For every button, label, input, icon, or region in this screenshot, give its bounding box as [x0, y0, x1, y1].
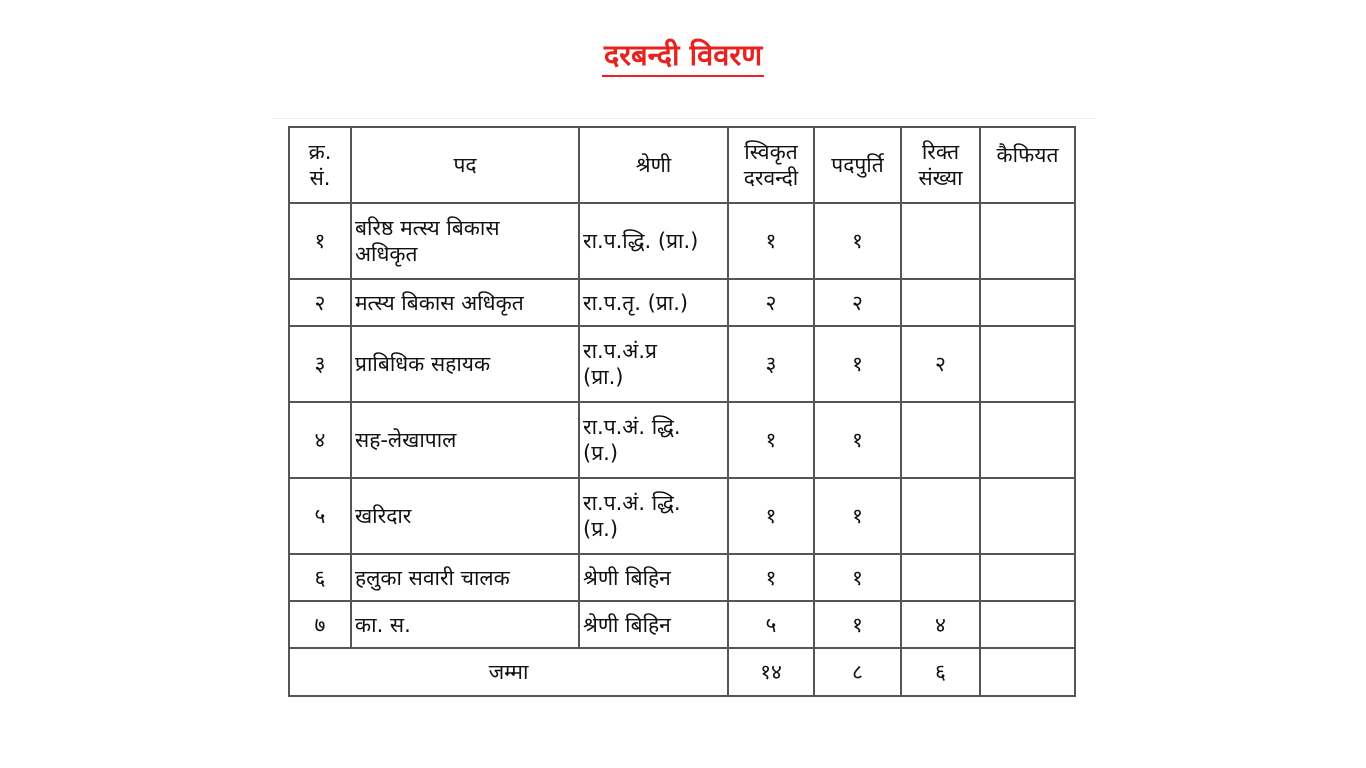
cell-class-line: रा.प.अं. द्धि. — [583, 415, 681, 439]
cell-approved: ३ — [728, 326, 814, 402]
table-row — [289, 402, 1075, 478]
table-row — [289, 279, 1075, 326]
cell-remarks — [980, 326, 1075, 402]
header-remarks: कैफियत — [980, 127, 1075, 203]
total-approved: १४ — [728, 648, 814, 696]
cell-sn: ७ — [289, 601, 351, 648]
cell-post-line: का. स. — [355, 612, 411, 637]
cell-class-line: (प्रा.) — [583, 365, 624, 389]
cell-post — [351, 203, 579, 279]
cell-filled: १ — [814, 554, 901, 601]
cell-post — [351, 478, 579, 554]
cell-class-line: (प्र.) — [583, 441, 619, 465]
cell-vacant — [901, 554, 980, 601]
cell-approved: १ — [728, 402, 814, 478]
total-vacant: ६ — [901, 648, 980, 696]
cell-vacant — [901, 402, 980, 478]
cell-class — [579, 478, 728, 554]
cell-sn: ३ — [289, 326, 351, 402]
cell-post-line: अधिकृत — [355, 242, 418, 266]
cell-class-line: रा.प.अं.प्र — [583, 339, 657, 363]
cell-remarks — [980, 279, 1075, 326]
header-vacant-line: संख्या — [918, 166, 963, 190]
cell-filled: १ — [814, 402, 901, 478]
table-row — [289, 554, 1075, 601]
cell-approved: २ — [728, 279, 814, 326]
cell-remarks — [980, 203, 1075, 279]
table-row — [289, 478, 1075, 554]
cell-class-line: श्रेणी बिहिन — [583, 565, 671, 590]
total-label: जम्मा — [289, 648, 728, 696]
page-title: दरबन्दी विवरण — [602, 36, 764, 77]
cell-sn: १ — [289, 203, 351, 279]
cell-filled: १ — [814, 203, 901, 279]
cell-post — [351, 402, 579, 478]
cell-remarks — [980, 554, 1075, 601]
header-sn-line: सं. — [309, 166, 331, 190]
cell-vacant — [901, 279, 980, 326]
table-row — [289, 203, 1075, 279]
cell-sn: ४ — [289, 402, 351, 478]
cell-sn: २ — [289, 279, 351, 326]
cell-filled: १ — [814, 478, 901, 554]
header-approved — [728, 127, 814, 203]
cell-post-line: प्राबिधिक सहायक — [355, 352, 491, 376]
cell-class-line: श्रेणी बिहिन — [583, 612, 671, 637]
header-sn — [289, 127, 351, 203]
cell-class-line: रा.प.तृ. (प्रा.) — [583, 290, 689, 315]
cell-filled: १ — [814, 601, 901, 648]
header-approved-line: स्विकृत — [744, 140, 798, 164]
cell-remarks — [980, 601, 1075, 648]
cell-sn: ५ — [289, 478, 351, 554]
cell-class — [579, 554, 728, 601]
table-row — [289, 326, 1075, 402]
cell-approved: १ — [728, 478, 814, 554]
cell-class — [579, 601, 728, 648]
cell-class — [579, 402, 728, 478]
total-filled: ८ — [814, 648, 901, 696]
cell-class-line: रा.प.द्धि. (प्रा.) — [583, 229, 699, 253]
cell-approved: १ — [728, 203, 814, 279]
cell-filled: २ — [814, 279, 901, 326]
cell-post-line: सह-लेखापाल — [355, 428, 457, 452]
cell-post — [351, 279, 579, 326]
cell-post — [351, 601, 579, 648]
cell-approved: १ — [728, 554, 814, 601]
cell-class — [579, 203, 728, 279]
cell-post-line: खरिदार — [355, 504, 412, 528]
table-header-row — [289, 127, 1075, 203]
title-area — [0, 36, 1366, 77]
cell-class-line: रा.प.अं. द्धि. — [583, 491, 681, 515]
header-approved-line: दरवन्दी — [743, 166, 799, 190]
cell-vacant — [901, 478, 980, 554]
header-class: श्रेणी — [579, 127, 728, 203]
cell-post-line: हलुका सवारी चालक — [355, 565, 510, 590]
table-row — [289, 601, 1075, 648]
cell-vacant: २ — [901, 326, 980, 402]
cell-class — [579, 279, 728, 326]
header-post: पद — [351, 127, 579, 203]
cell-post — [351, 554, 579, 601]
staff-position-table — [288, 126, 1076, 697]
header-vacant-line: रिक्त — [921, 140, 960, 164]
header-sn-line: क्र. — [308, 140, 332, 164]
cell-approved: ५ — [728, 601, 814, 648]
cell-remarks — [980, 402, 1075, 478]
cell-remarks — [980, 478, 1075, 554]
cell-post-line: बरिष्ठ मत्स्य बिकास — [355, 216, 500, 240]
cell-sn: ६ — [289, 554, 351, 601]
cell-vacant — [901, 203, 980, 279]
table-total-row — [289, 648, 1075, 696]
cell-class-line: (प्र.) — [583, 517, 619, 541]
cell-vacant: ४ — [901, 601, 980, 648]
cell-post — [351, 326, 579, 402]
cell-class — [579, 326, 728, 402]
cell-filled: १ — [814, 326, 901, 402]
total-remarks — [980, 648, 1075, 696]
header-vacant — [901, 127, 980, 203]
cell-post-line: मत्स्य बिकास अधिकृत — [355, 290, 524, 315]
header-filled: पदपुर्ति — [814, 127, 901, 203]
